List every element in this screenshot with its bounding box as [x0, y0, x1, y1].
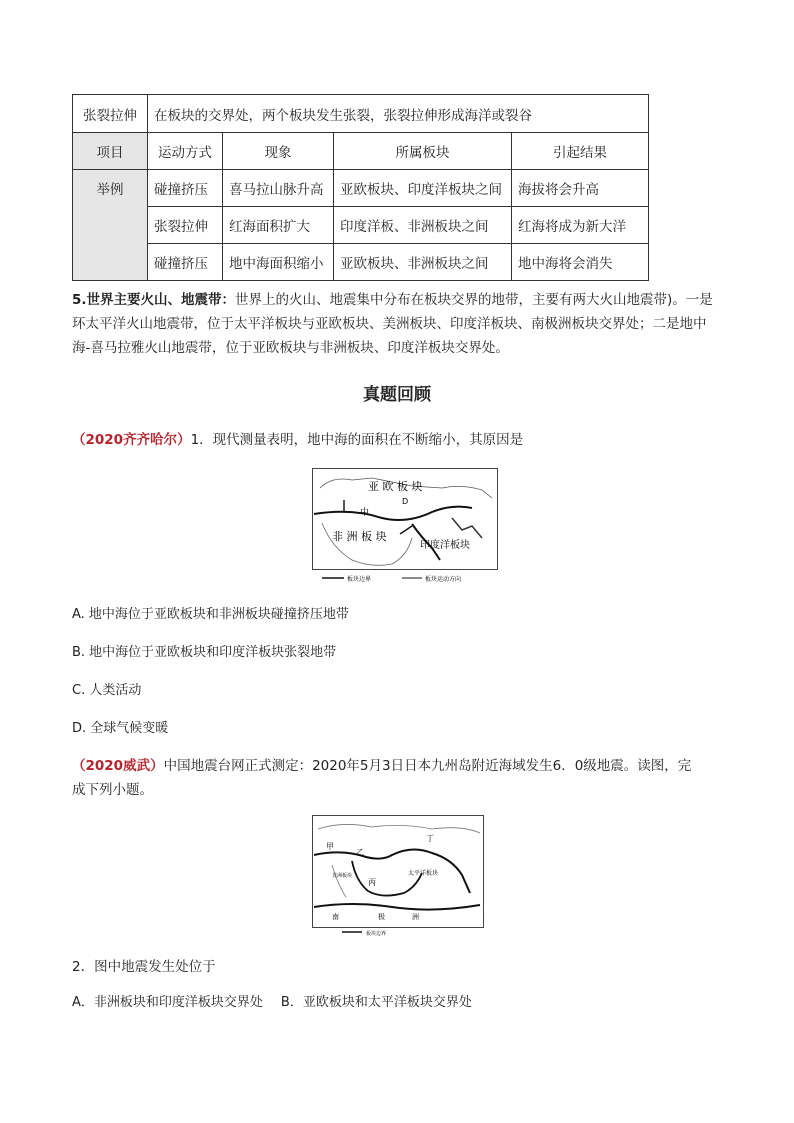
table-cell: 喜马拉山脉升高 — [223, 170, 334, 207]
table-cell: 在板块的交界处，两个板块发生张裂，张裂拉伸形成海洋或裂谷 — [148, 95, 649, 133]
question-1-option-a[interactable]: A. 地中海位于亚欧板块和非洲板块碰撞挤压地带 — [72, 607, 349, 622]
point-5-text: 世界上的火山、地震集中分布在板块交界的地带，主要有两大火山地震带)。一是环太平洋火山地震带，位于太平洋板块与亚欧板块、美洲板块、印度洋板块、南极洲板块交界处；二是地中海-喜马拉雅火山地震带，位于亚欧板块与非洲板块、印度洋板块交界处。 — [72, 292, 713, 356]
question-2-options — [72, 991, 472, 1010]
point-5-number: 5. — [72, 292, 87, 308]
table-cell: 举例 — [73, 170, 148, 281]
question-2-option-b[interactable]: B．亚欧板块和太平洋板块交界处 — [280, 995, 472, 1010]
label-ji: 极 — [378, 913, 385, 921]
table-header-row — [73, 133, 649, 170]
legend-boundary-label: 板块边界 — [347, 576, 372, 583]
label-med: 中 — [360, 508, 370, 518]
table-header-cell: 引起结果 — [512, 133, 649, 170]
label-yi: 乙 — [356, 848, 364, 857]
table-cell: 亚欧板块、非洲板块之间 — [334, 244, 512, 281]
label-bing: 丙 — [368, 878, 376, 887]
question-2-intro-text: 中国地震台网正式测定：2020年5月3日日本九州岛附近海域发生6．0级地震。读图，完 — [163, 758, 692, 774]
point-5-lead: 世界主要火山、地震带： — [86, 292, 236, 308]
table-cell: 碰撞挤压 — [148, 244, 223, 281]
table-cell: 红海面积扩大 — [223, 207, 334, 244]
label-africa-plate: 非洲板块 — [332, 873, 353, 879]
table-cell: 海拔将会升高 — [512, 170, 649, 207]
label-indian: 印度洋板块 — [420, 540, 470, 551]
map-frame — [313, 816, 484, 928]
table-cell: 碰撞挤压 — [148, 170, 223, 207]
question-1-option-c[interactable]: C. 人类活动 — [72, 683, 142, 698]
table-row — [73, 244, 649, 281]
table-cell: 亚欧板块、印度洋板块之间 — [334, 170, 512, 207]
legend-boundary-label: 板块边界 — [366, 931, 387, 937]
table-header-cell: 项目 — [73, 133, 148, 170]
question-1-stem — [72, 428, 523, 448]
plate-map-mediterranean — [312, 468, 498, 584]
point-5-paragraph — [72, 288, 724, 360]
table-header-cell: 所属板块 — [334, 133, 512, 170]
table-cell: 地中海将会消失 — [512, 244, 649, 281]
label-jia: 甲 — [326, 842, 334, 851]
question-2-option-a[interactable]: A．非洲板块和印度洋板块交界处 — [72, 995, 263, 1010]
label-south: 南 — [332, 913, 339, 921]
plate-motion-table — [72, 94, 649, 281]
question-2-intro-line-2: 成下列小题。 — [72, 782, 153, 798]
label-d: D — [402, 497, 409, 506]
table-header-cell: 运动方式 — [148, 133, 223, 170]
legend-motion-label: 板块运动方向 — [425, 576, 462, 583]
table-cell: 印度洋板、非洲板块之间 — [334, 207, 512, 244]
label-africa: 非 洲 板 块 — [332, 530, 387, 543]
table-cell: 地中海面积缩小 — [223, 244, 334, 281]
table-header-cell: 现象 — [223, 133, 334, 170]
label-eurasia: 亚 欧 板 块 — [368, 480, 423, 493]
table-row — [73, 95, 649, 133]
question-2-source: （2020威武） — [72, 758, 164, 774]
table-row — [73, 207, 649, 244]
question-2-intro-line-1 — [72, 754, 691, 774]
table-cell: 红海将成为新大洋 — [512, 207, 649, 244]
question-2-stem: 2．图中地震发生处位于 — [72, 959, 216, 975]
label-pacific: 太平洋板块 — [408, 870, 439, 877]
label-zhou: 洲 — [412, 913, 419, 921]
table-cell: 张裂拉伸 — [73, 95, 148, 133]
table-cell: 张裂拉伸 — [148, 207, 223, 244]
question-1-source: （2020齐齐哈尔） — [72, 432, 191, 448]
table-row — [73, 170, 649, 207]
section-title: 真题回顾 — [363, 385, 431, 405]
plate-map-world — [312, 815, 484, 937]
question-1-option-d[interactable]: D. 全球气候变暖 — [72, 721, 169, 736]
label-ding: 丁 — [426, 834, 434, 843]
question-1-text: 1．现代测量表明，地中海的面积在不断缩小，其原因是 — [190, 432, 524, 448]
question-1-option-b[interactable]: B. 地中海位于亚欧板块和印度洋板块张裂地带 — [72, 645, 337, 660]
